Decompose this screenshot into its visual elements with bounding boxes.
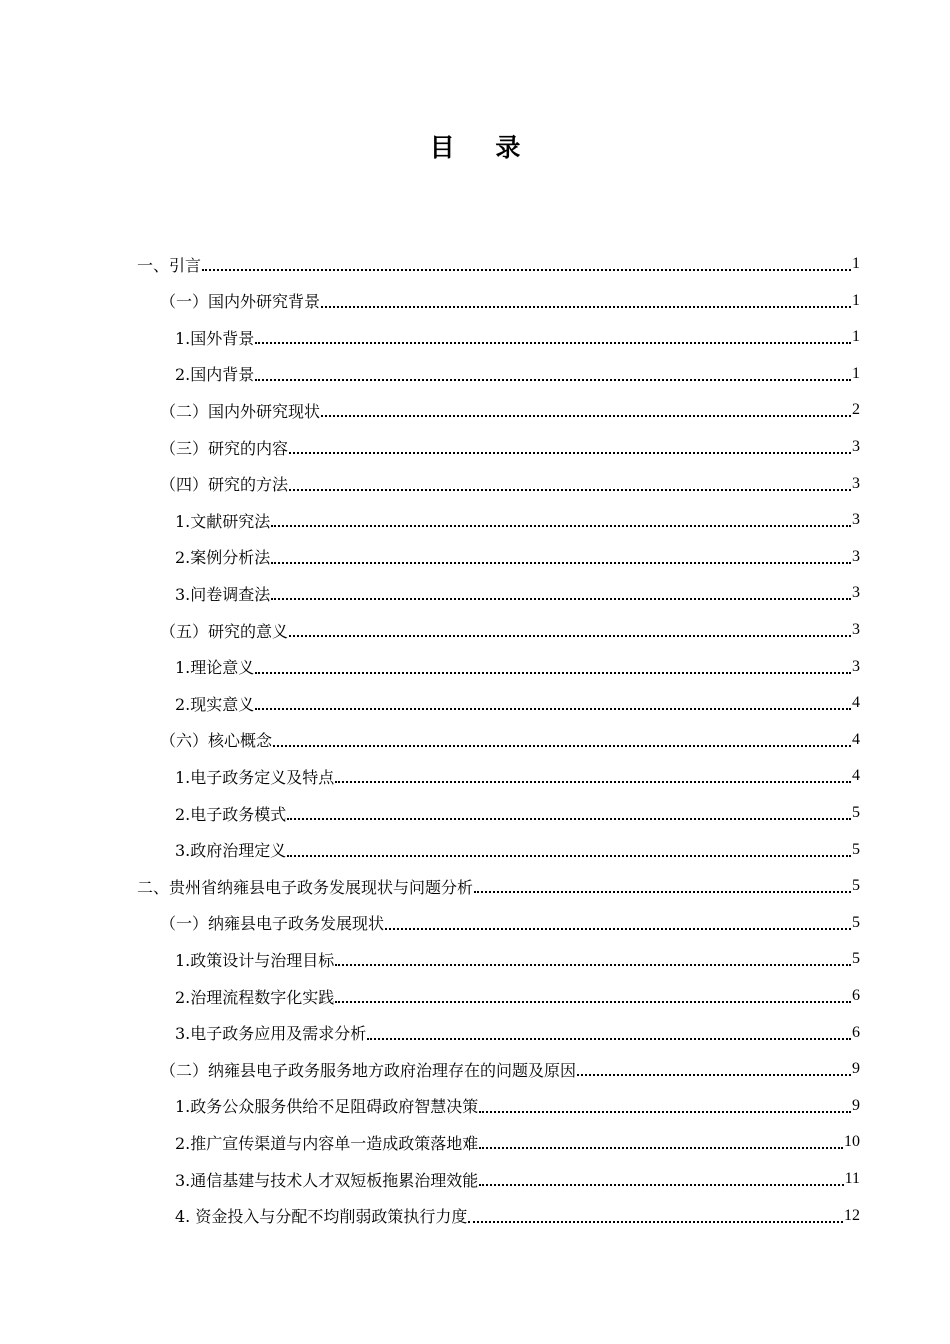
toc-page-number: 4 <box>852 694 860 712</box>
toc-page-number: 5 <box>852 950 860 968</box>
toc-page-number: 1 <box>852 291 860 309</box>
toc-entry-label: 1.理论意义 <box>175 658 255 678</box>
toc-page-number: 12 <box>844 1206 860 1224</box>
toc-entry[interactable] <box>160 1051 860 1087</box>
toc-page-number: 3 <box>852 547 860 565</box>
toc-leader-dots <box>335 781 851 783</box>
toc-page-number: 3 <box>852 438 860 455</box>
toc-leader-dots <box>255 379 851 381</box>
toc-entry-label: 3.电子政务应用及需求分析 <box>175 1024 367 1044</box>
toc-leader-dots <box>255 672 851 674</box>
toc-entry[interactable] <box>160 612 860 648</box>
toc-entry-label: 3.政府治理定义 <box>175 841 287 861</box>
toc-leader-dots <box>479 1147 843 1149</box>
toc-entry-label: 3.问卷调查法 <box>175 584 271 604</box>
toc-entry-label: （二）国内外研究现状 <box>160 401 321 421</box>
toc-leader-dots <box>271 562 851 564</box>
toc-page-number: 5 <box>852 877 860 895</box>
toc-page-number: 6 <box>852 1023 860 1041</box>
toc-leader-dots <box>335 964 851 966</box>
toc-leader-dots <box>474 891 851 893</box>
toc-page-number: 5 <box>852 804 860 821</box>
toc-entry-label: （三）研究的内容 <box>160 438 289 458</box>
toc-entry-label: （六）核心概念 <box>160 731 273 751</box>
toc-entry[interactable] <box>160 466 860 502</box>
toc-entry[interactable] <box>175 575 860 611</box>
toc-entry-label: 1.政策设计与治理目标 <box>175 950 335 970</box>
toc-entry[interactable] <box>175 502 860 538</box>
toc-leader-dots <box>479 1111 851 1113</box>
toc-page-number: 3 <box>852 474 860 492</box>
toc-leader-dots <box>468 1221 843 1223</box>
toc-leader-dots <box>273 745 851 747</box>
toc-page-number: 1 <box>852 364 860 382</box>
toc-leader-dots <box>321 415 851 417</box>
toc-page-number: 3 <box>852 621 860 638</box>
toc-leader-dots <box>479 1184 843 1186</box>
toc-entry-label: （一）纳雍县电子政务发展现状 <box>160 914 385 934</box>
toc-entry[interactable] <box>175 1161 860 1197</box>
toc-entry-label: （四）研究的方法 <box>160 475 289 495</box>
toc-entry[interactable] <box>160 429 860 465</box>
toc-entry-label: 2.案例分析法 <box>175 548 271 568</box>
toc-page-number: 4 <box>852 767 860 785</box>
toc-leader-dots <box>577 1074 851 1076</box>
toc-leader-dots <box>202 269 851 271</box>
toc-entry[interactable] <box>175 1124 860 1160</box>
toc-page-number: 1 <box>852 255 860 272</box>
toc-leader-dots <box>271 598 851 600</box>
toc-page-number: 9 <box>852 1096 860 1114</box>
toc-entry-label: （二）纳雍县电子政务服务地方政府治理存在的问题及原因 <box>160 1060 577 1080</box>
toc-entry-label: 一、引言 <box>137 255 202 275</box>
toc-page-number: 4 <box>852 730 860 748</box>
toc-entry-label: （五）研究的意义 <box>160 621 289 641</box>
toc-entry-label: 2.现实意义 <box>175 694 255 714</box>
toc-entry-label: 4. 资金投入与分配不均削弱政策执行力度 <box>175 1207 468 1227</box>
toc-leader-dots <box>287 855 851 857</box>
toc-entry[interactable] <box>175 832 860 868</box>
toc-entry[interactable] <box>137 868 860 904</box>
toc-entry[interactable] <box>175 1198 860 1234</box>
toc-entry[interactable] <box>175 941 860 977</box>
toc-entry[interactable] <box>175 539 860 575</box>
toc-entry[interactable] <box>175 795 860 831</box>
toc-page-number: 10 <box>844 1133 860 1151</box>
toc-page-number: 5 <box>852 840 860 858</box>
toc-entry[interactable] <box>175 356 860 392</box>
toc-leader-dots <box>367 1038 851 1040</box>
toc-entry-label: 二、贵州省纳雍县电子政务发展现状与问题分析 <box>137 877 474 897</box>
toc-entry-label: 2.电子政务模式 <box>175 804 287 824</box>
toc-page-number: 11 <box>844 1170 860 1187</box>
toc-entry[interactable] <box>160 722 860 758</box>
toc-entry[interactable] <box>175 978 860 1014</box>
toc-entry[interactable] <box>175 758 860 794</box>
toc-page-number: 1 <box>852 328 860 346</box>
toc-entry-label: 3.通信基建与技术人才双短板拖累治理效能 <box>175 1170 479 1190</box>
toc-leader-dots <box>321 306 851 308</box>
toc-entry[interactable] <box>175 649 860 685</box>
toc-leader-dots <box>255 342 851 344</box>
toc-page-number: 3 <box>852 657 860 675</box>
toc-entry-label: （一）国内外研究背景 <box>160 292 321 312</box>
toc-page-number: 3 <box>852 511 860 529</box>
toc-page-number: 2 <box>852 401 860 419</box>
toc-page-number: 6 <box>852 987 860 1004</box>
toc-entry[interactable] <box>175 1015 860 1051</box>
toc-page-number: 3 <box>852 584 860 602</box>
toc-leader-dots <box>287 818 851 820</box>
toc-entry-label: 2.国内背景 <box>175 365 255 385</box>
toc-page-number: 5 <box>852 913 860 931</box>
toc-leader-dots <box>385 928 851 930</box>
toc-entry-label: 1.国外背景 <box>175 328 255 348</box>
toc-entry[interactable] <box>160 905 860 941</box>
toc-leader-dots <box>255 708 851 710</box>
toc-entry-label: 2.治理流程数字化实践 <box>175 987 335 1007</box>
toc-entry[interactable] <box>175 1088 860 1124</box>
toc-entry[interactable] <box>160 392 860 428</box>
toc-entry-label: 1.电子政务定义及特点 <box>175 767 335 787</box>
page-title: 目 录 <box>429 133 537 162</box>
toc-leader-dots <box>289 635 851 637</box>
toc-entry[interactable] <box>160 283 860 319</box>
toc-leader-dots <box>335 1001 851 1003</box>
toc-entry[interactable] <box>175 319 860 355</box>
toc-entry[interactable] <box>137 246 860 282</box>
toc-page-number: 9 <box>852 1060 860 1078</box>
toc-entry[interactable] <box>175 685 860 721</box>
toc-entry-label: 1.政务公众服务供给不足阻碍政府智慧决策 <box>175 1097 479 1117</box>
toc-leader-dots <box>289 489 851 491</box>
toc-entry-label: 1.文献研究法 <box>175 511 271 531</box>
toc-leader-dots <box>271 525 851 527</box>
toc-leader-dots <box>289 452 851 454</box>
toc-entry-label: 2.推广宣传渠道与内容单一造成政策落地难 <box>175 1133 479 1153</box>
